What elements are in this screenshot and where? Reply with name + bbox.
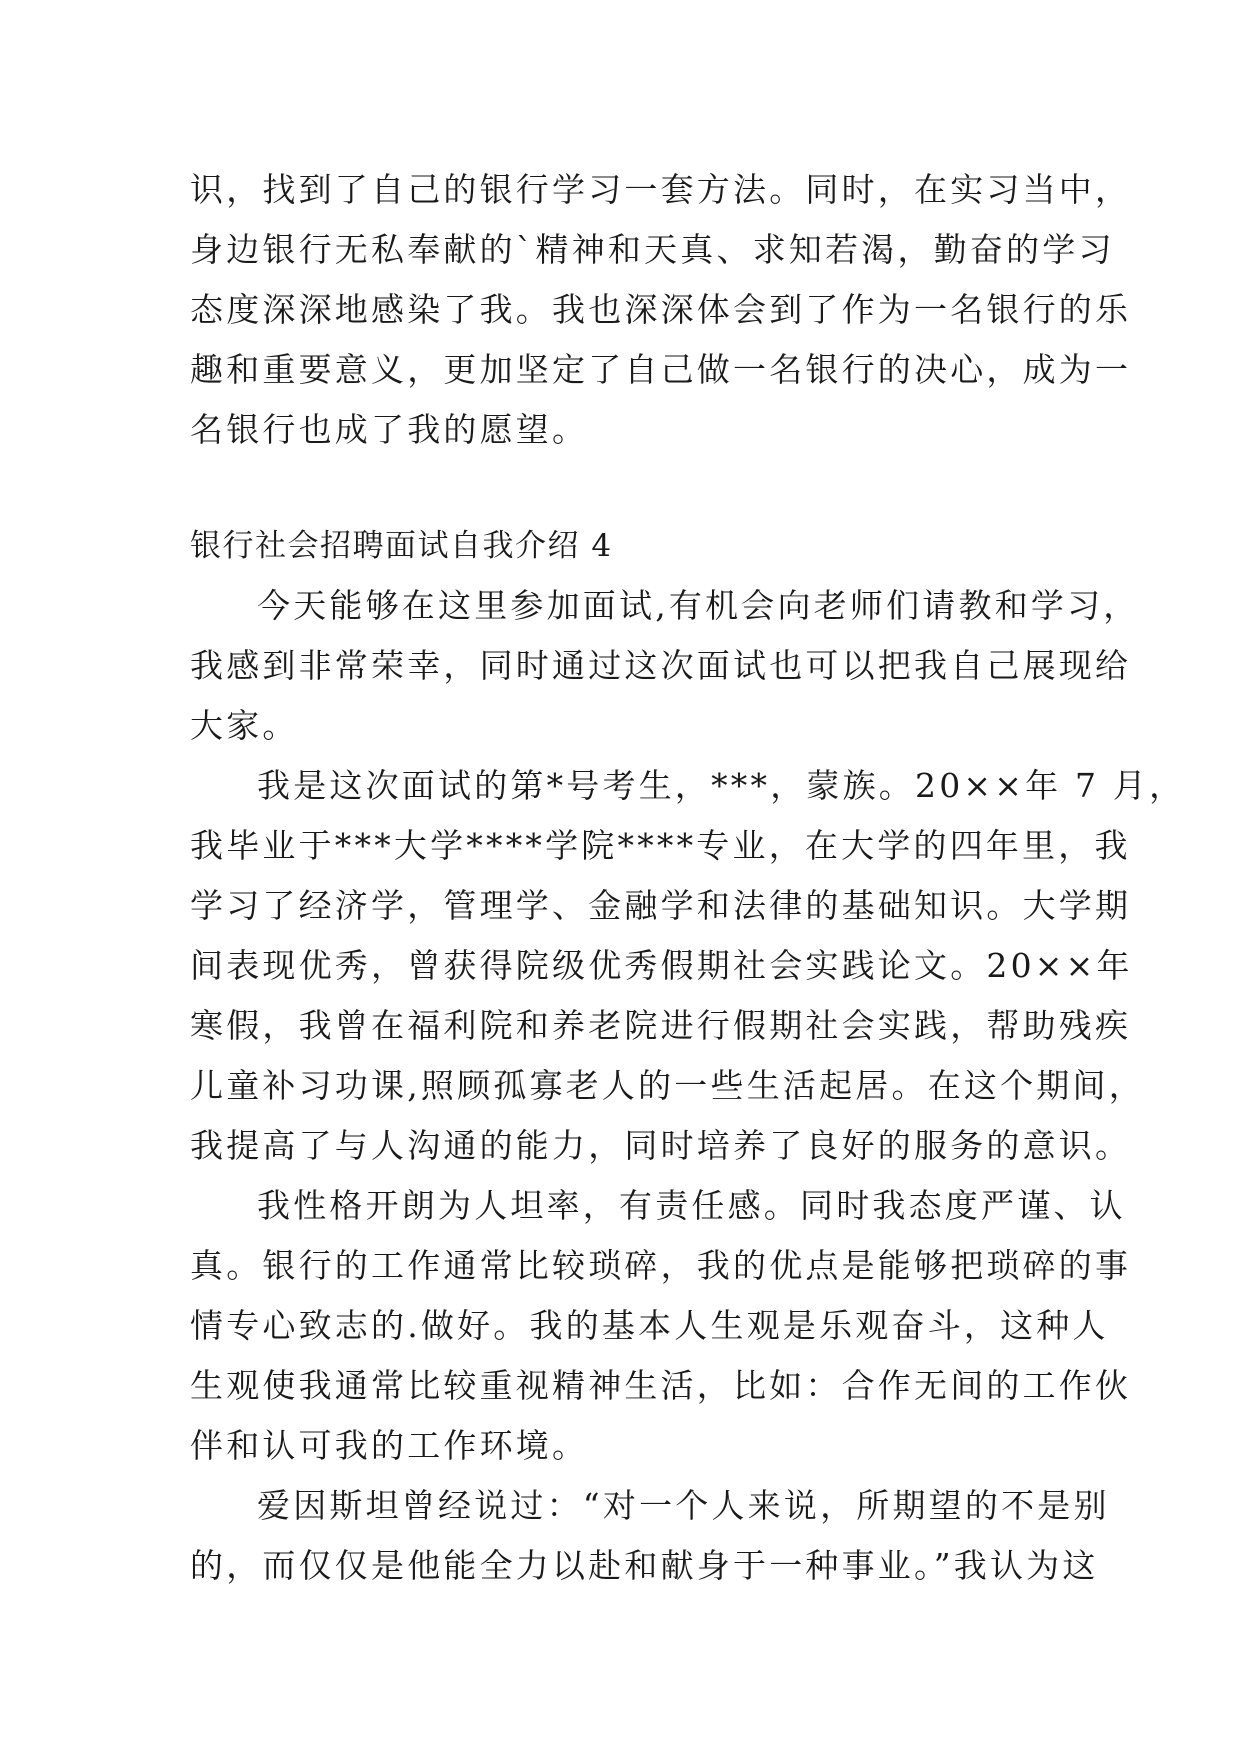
text-line: 我毕业于***大学****学院****专业，在大学的四年里，我 — [190, 826, 1131, 865]
text-line: 识，找到了自己的银行学习一套方法。同时，在实习当中， — [190, 170, 1132, 209]
paragraph-quote — [190, 1476, 1110, 1596]
text-line: 伴和认可我的工作环境。 — [190, 1426, 589, 1465]
paragraph-background — [190, 756, 1186, 1176]
text-line: 的，而仅仅是他能全力以赴和献身于一种事业。”我认为这 — [190, 1546, 1099, 1585]
text-line: 今天能够在这里参加面试,有机会向老师们请教和学习， — [257, 586, 1140, 625]
paragraph-greeting — [190, 576, 1140, 756]
text-line: 身边银行无私奉献的`精神和天真、求知若渴，勤奋的学习 — [190, 230, 1115, 269]
document-page — [190, 160, 1186, 1596]
text-line: 爱因斯坦曾经说过：“对一个人来说，所期望的不是别 — [257, 1486, 1110, 1525]
text-line: 生观使我通常比较重视精神生活，比如：合作无间的工作伙 — [190, 1366, 1132, 1405]
text-line: 趣和重要意义，更加坚定了自己做一名银行的决心，成为一 — [190, 350, 1132, 389]
paragraph-personality — [190, 1176, 1132, 1476]
section-heading: 银行社会招聘面试自我介绍 4 — [190, 528, 613, 564]
text-line: 我提高了与人沟通的能力，同时培养了良好的服务的意识。 — [190, 1126, 1132, 1165]
text-line: 我性格开朗为人坦率，有责任感。同时我态度严谨、认 — [257, 1186, 1126, 1225]
text-line: 情专心致志的.做好。我的基本人生观是乐观奋斗，这种人 — [190, 1306, 1109, 1345]
intro-paragraph — [190, 160, 1132, 460]
text-line: 寒假，我曾在福利院和养老院进行假期社会实践，帮助残疾 — [190, 1006, 1132, 1045]
text-line: 儿童补习功课,照顾孤寡老人的一些生活起居。在这个期间， — [190, 1066, 1145, 1105]
text-line: 间表现优秀，曾获得院级优秀假期社会实践论文。20××年 — [190, 946, 1133, 985]
text-line: 大家。 — [190, 706, 299, 745]
text-line: 我感到非常荣幸，同时通过这次面试也可以把我自己展现给 — [190, 646, 1132, 685]
text-line: 态度深深地感染了我。我也深深体会到了作为一名银行的乐 — [190, 290, 1132, 329]
text-line: 真。银行的工作通常比较琐碎，我的优点是能够把琐碎的事 — [190, 1246, 1132, 1285]
text-line: 我是这次面试的第*号考生，***，蒙族。20××年 7 月， — [257, 766, 1186, 805]
text-line: 名银行也成了我的愿望。 — [190, 410, 589, 449]
text-line: 学习了经济学，管理学、金融学和法律的基础知识。大学期 — [190, 886, 1132, 925]
